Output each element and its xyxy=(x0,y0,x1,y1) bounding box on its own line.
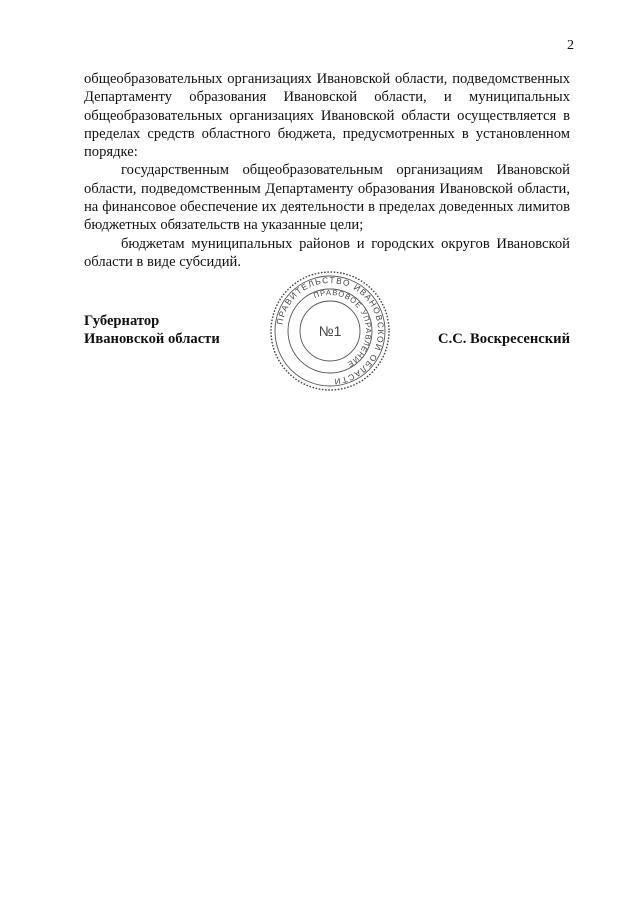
signatory-position-line2: Ивановской области xyxy=(84,331,220,347)
paragraph-3: бюджетам муниципальных районов и городских округов Ивановской области в виде субсидий. xyxy=(84,235,570,270)
page-number: 2 xyxy=(567,38,574,53)
seal-inner-text: ПРАВОВОЕ УПРАВЛЕНИЕ xyxy=(312,287,374,370)
official-seal xyxy=(269,270,391,392)
paragraph-2: государственным общеобразовательным организациям Ивановской области, подведомственным Департаменту образования Ивановской области, на финансовое обеспечение их деятельности в пределах доведенных лимитов бюджетных обязательств на указанные цели; xyxy=(84,162,570,234)
signatory-position xyxy=(84,312,220,348)
seal-center-text: №1 xyxy=(318,323,342,339)
document-body xyxy=(84,70,570,271)
seal-ring-text: ПРАВИТЕЛЬСТВО ИВАНОВСКОЙ ОБЛАСТИ xyxy=(274,274,387,387)
paragraph-1: общеобразовательных организациях Ивановской области, подведомственных Департаменту образования Ивановской области, и муниципальных общеобразовательных организациях Ивановской области осуществляется в пределах средств областного бюджета, предусмотренных в установленном порядке: xyxy=(84,71,570,161)
signatory-name: С.С. Воскресенский xyxy=(438,331,570,347)
signatory-position-line1: Губернатор xyxy=(84,313,160,329)
